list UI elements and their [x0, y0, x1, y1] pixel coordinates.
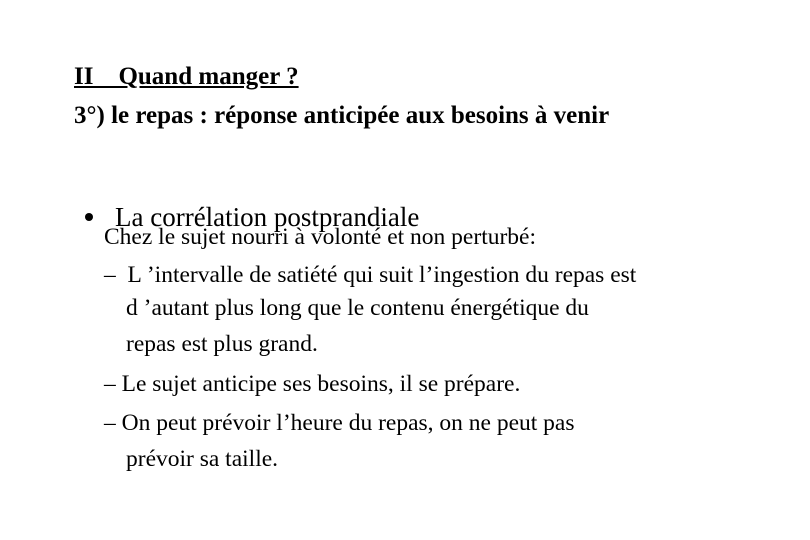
intro-text: Chez le sujet nourri à volonté et non perturbé:: [104, 224, 537, 250]
title-section-heading: II Quand manger ?: [74, 63, 299, 90]
list-item-line: – L ’intervalle de satiété qui suit l’ingestion du repas est: [104, 262, 637, 288]
bullet-label: La corrélation postprandiale: [115, 202, 420, 232]
list-item-line: d ’autant plus long que le contenu énergétique du: [126, 295, 589, 321]
list-item-line: – Le sujet anticipe ses besoins, il se prépare.: [104, 371, 521, 397]
title-subheading: 3°) le repas : réponse anticipée aux besoins à venir: [74, 102, 610, 129]
bullet-dot-icon: [85, 213, 93, 221]
list-item-line: – On peut prévoir l’heure du repas, on ne peut pas: [104, 410, 575, 436]
list-item-line: prévoir sa taille.: [126, 446, 279, 472]
list-item-line: repas est plus grand.: [126, 331, 318, 357]
